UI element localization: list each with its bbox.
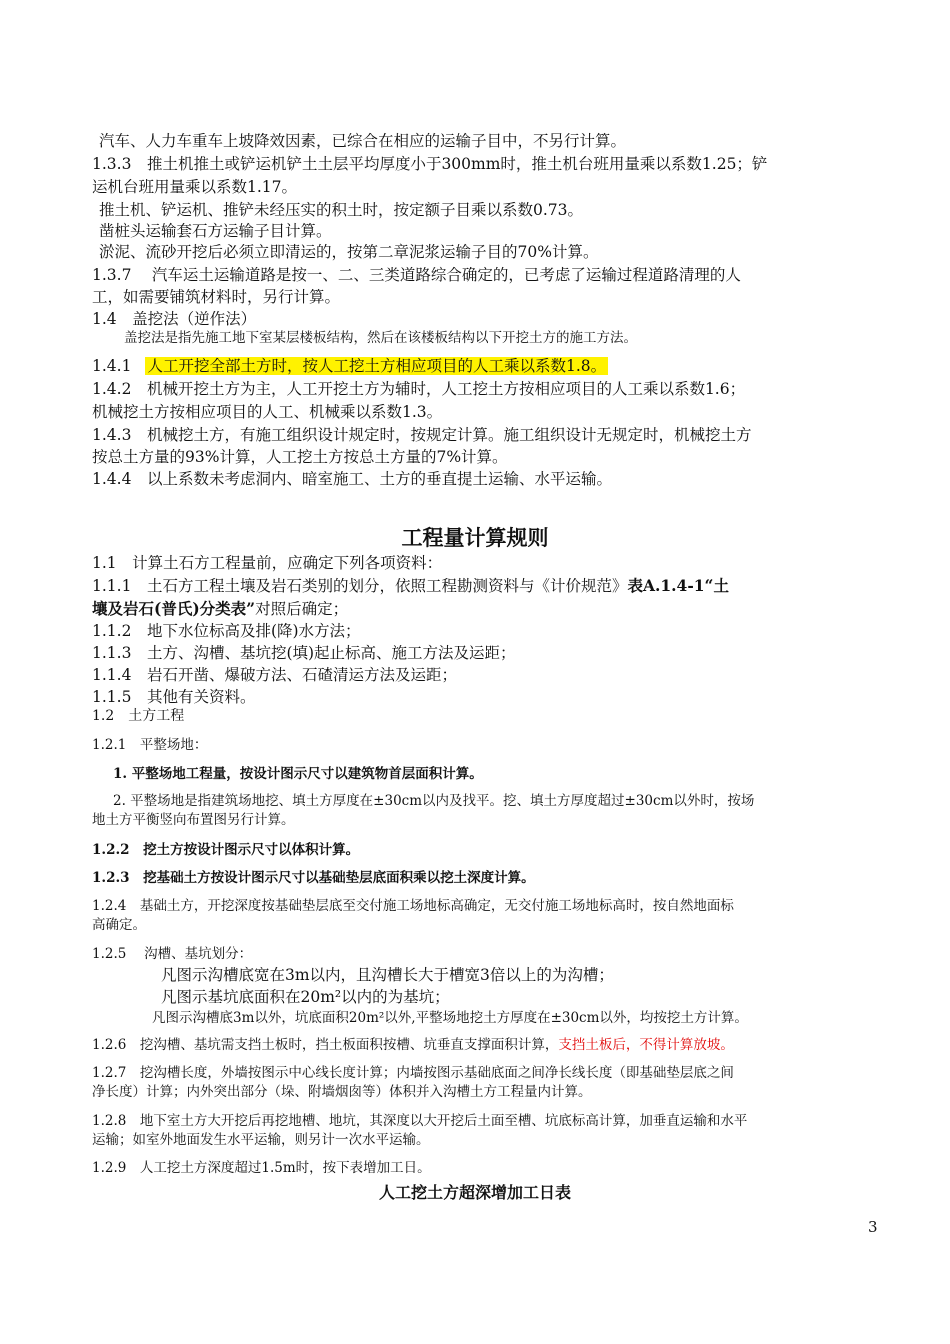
- text-line: [92, 1037, 892, 1053]
- text-line: 1.2.9 人工挖土方深度超过1.5m时，按下表增加工日。: [92, 1160, 431, 1176]
- text-line: 1.1.3 土方、沟槽、基坑挖(填)起止标高、施工方法及运距；: [92, 644, 516, 662]
- text-line: 1.3.7 汽车运土运输道路是按一、二、三类道路综合确定的，已考虑了运输过程道路清理的人: [92, 266, 741, 284]
- text-line: 1.4.2 机械开挖土方为主，人工开挖土方为辅时，人工挖土方按相应项目的人工乘以系数1.6；: [92, 380, 746, 398]
- text-line-bold: 1.2.2 挖土方按设计图示尺寸以体积计算。: [92, 842, 360, 858]
- text-line: 凿桩头运输套石方运输子目计算。: [99, 222, 332, 240]
- text-line-bold: 1.2.3 挖基础土方按设计图示尺寸以基础垫层底面积乘以挖土深度计算。: [92, 870, 535, 886]
- text-line: 高确定。: [92, 917, 146, 933]
- clause-number: 1.4.1: [92, 357, 132, 375]
- text-line: 1.3.3 推土机推土或铲运机铲土土层平均厚度小于300mm时，推土机台班用量乘以系数1.25；铲: [92, 155, 768, 173]
- red-warning-text: 支挡土板后，不得计算放坡。: [558, 1037, 734, 1053]
- text-line: 汽车、人力车重车上坡降效因素，已综合在相应的运输子目中，不另行计算。: [99, 132, 627, 150]
- text-line: 凡图示基坑底面积在20m²以内的为基坑；: [161, 988, 450, 1006]
- text-segment: 1.2.6 挖沟槽、基坑需支挡土板时，挡土板面积按槽、坑垂直支撑面积计算，: [92, 1037, 559, 1053]
- text-segment: 对照后确定；: [255, 600, 349, 618]
- bold-text: 壤及岩石(普氏)分类表”: [92, 599, 256, 618]
- text-line: 1.2.5 沟槽、基坑划分：: [92, 946, 253, 962]
- text-line: 淤泥、流砂开挖后必须立即清运的，按第二章泥浆运输子目的70%计算。: [99, 243, 599, 261]
- text-line: 1.1.4 岩石开凿、爆破方法、石碴清运方法及运距；: [92, 666, 457, 684]
- text-line: 运输；如室外地面发生水平运输，则另计一次水平运输。: [92, 1132, 430, 1148]
- text-line: [92, 600, 892, 619]
- text-segment: 1.1.1 土石方工程土壤及岩石类别的划分，依照工程勘测资料与《计价规范》: [92, 577, 628, 595]
- section-title: 工程量计算规则: [401, 526, 549, 550]
- text-line: 1.1.5 其他有关资料。: [92, 688, 256, 706]
- table-title: 人工挖土方超深增加工日表: [378, 1183, 571, 1202]
- text-line: [92, 577, 892, 596]
- page-number: 3: [868, 1218, 878, 1236]
- highlighted-text: 人工开挖全部土方时，按人工挖土方相应项目的人工乘以系数1.8。: [147, 357, 607, 375]
- text-line: 1.2 土方工程: [92, 708, 185, 724]
- text-line: 机械挖土方按相应项目的人工、机械乘以系数1.3。: [92, 403, 443, 421]
- text-line: 1.2.7 挖沟槽长度，外墙按图示中心线长度计算；内墙按图示基础底面之间净长线长度（即基础垫层底之间: [92, 1065, 734, 1081]
- text-line: 1.2.4 基础土方，开挖深度按基础垫层底至交付施工场地标高确定，无交付施工场地标高时，按自然地面标: [92, 898, 734, 914]
- text-line: 1.4.4 以上系数未考虑洞内、暗室施工、土方的垂直提土运输、水平运输。: [92, 470, 612, 488]
- text-line-highlighted: [92, 357, 892, 376]
- text-line: 推土机、铲运机、推铲未经压实的积土时，按定额子目乘以系数0.73。: [99, 201, 584, 219]
- text-line: 1.1 计算土石方工程量前，应确定下列各项资料：: [92, 554, 443, 572]
- text-line: 1.2.8 地下室土方大开挖后再挖地槽、地坑，其深度以大开挖后土面至槽、坑底标高计算，加垂直运输和水平: [92, 1113, 748, 1129]
- text-line: 2. 平整场地是指建筑场地挖、填土方厚度在±30cm以内及找平。挖、填土方厚度超过±30cm以外时，按场: [113, 793, 755, 809]
- text-line: 凡图示沟槽底3m以外，坑底面积20m²以外,平整场地挖土方厚度在±30cm以外，均按挖土方计算。: [152, 1010, 748, 1026]
- text-line: 运机台班用量乘以系数1.17。: [92, 178, 298, 196]
- text-line: 凡图示沟槽底宽在3m以内，且沟槽长大于槽宽3倍以上的为沟槽；: [161, 966, 614, 984]
- text-line: 1.4.3 机械挖土方，有施工组织设计规定时，按规定计算。施工组织设计无规定时，机械挖土方: [92, 426, 752, 444]
- text-line: 1.2.1 平整场地：: [92, 737, 208, 753]
- text-line: 净长度）计算；内外突出部分（垛、附墙烟囱等）体积并入沟槽土方工程量内计算。: [92, 1084, 592, 1100]
- text-line-bold: 1. 平整场地工程量，按设计图示尺寸以建筑物首层面积计算。: [113, 766, 483, 782]
- text-line: 地土方平衡竖向布置图另行计算。: [92, 812, 295, 828]
- text-line: 盖挖法是指先施工地下室某层楼板结构，然后在该楼板结构以下开挖土方的施工方法。: [124, 330, 637, 346]
- text-line: 按总土方量的93%计算，人工挖土方按总土方量的7%计算。: [92, 448, 508, 466]
- text-line: 工，如需要铺筑材料时，另行计算。: [92, 288, 341, 306]
- bold-text: 表A.1.4-1“土: [627, 576, 729, 595]
- text-line: 1.4 盖挖法（逆作法）: [92, 310, 257, 328]
- text-line: 1.1.2 地下水位标高及排(降)水方法；: [92, 622, 361, 640]
